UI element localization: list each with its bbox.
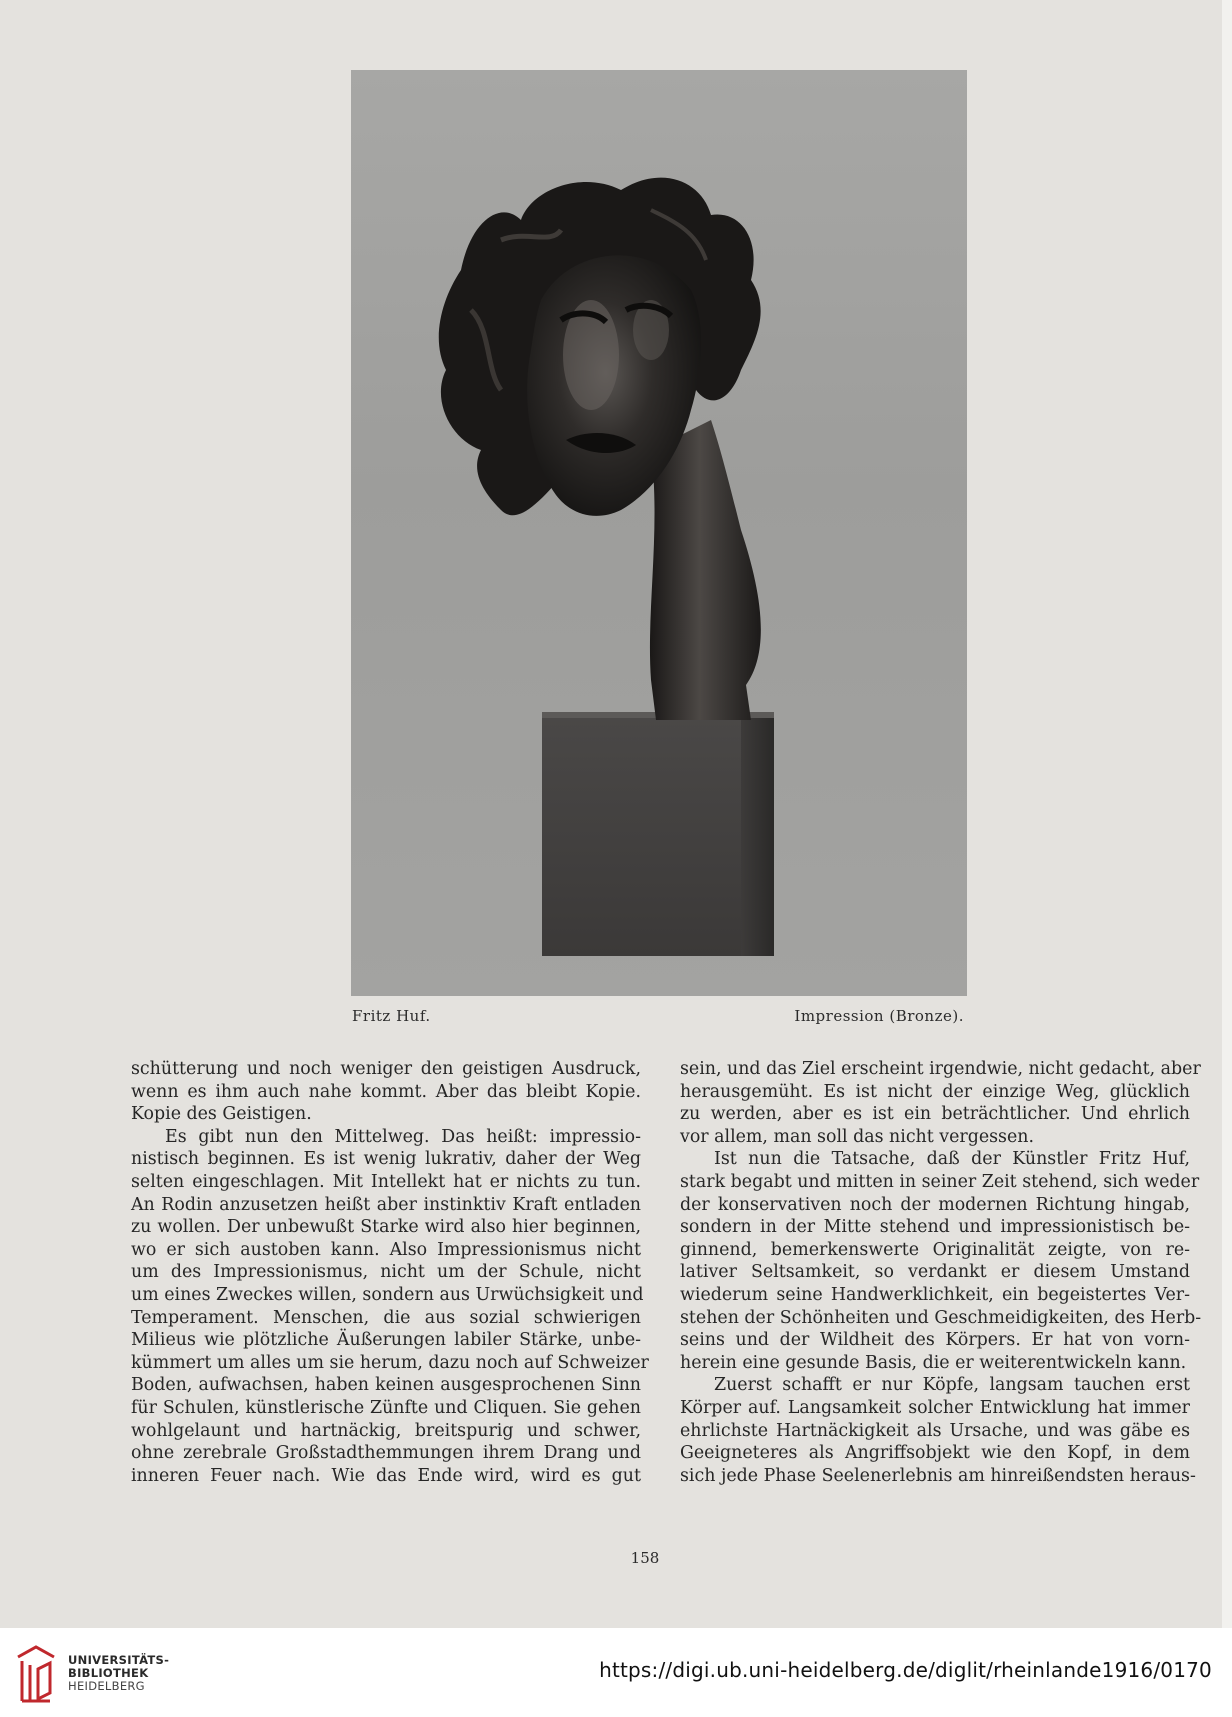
viewer-footer <box>0 1628 1232 1717</box>
text-column-left <box>131 1058 649 1487</box>
permalink-url[interactable]: https://digi.ub.uni-heidelberg.de/diglit/rheinlande1916/0170 <box>599 1658 1212 1682</box>
text-line: nistisch beginnen. Es ist wenig lukrativ, daher der Weg <box>131 1149 641 1170</box>
library-name-line: UNIVERSITÄTS- <box>68 1653 170 1667</box>
bronze-head-illustration <box>351 70 967 996</box>
text-line: wo er sich austoben kann. Also Impressionismus nicht <box>131 1239 641 1260</box>
text-line: kümmert um alles um sie herum, dazu noch auf Schweizer <box>131 1352 649 1373</box>
library-name-line: HEIDELBERG <box>68 1679 145 1693</box>
text-line: Geeigneteres als Angriffsobjekt wie den Kopf, in dem <box>680 1443 1190 1464</box>
text-line: stark begabt und mitten in seiner Zeit stehend, sich weder <box>680 1171 1200 1192</box>
text-line: der konservativen noch der modernen Richtung hingab, <box>680 1194 1190 1215</box>
text-line: wenn es ihm auch nahe kommt. Aber das bleibt Kopie. <box>131 1081 641 1102</box>
university-library-logo-icon[interactable] <box>14 1643 58 1705</box>
page-edge <box>1222 0 1232 1628</box>
text-line: stehen der Schönheiten und Geschmeidigkeiten, des Herb- <box>680 1307 1202 1328</box>
text-line: schütterung und noch weniger den geistigen Ausdruck, <box>131 1059 641 1079</box>
text-line: Kopie des Geistigen. <box>131 1104 312 1125</box>
text-line: für Schulen, künstlerische Zünfte und Cliquen. Sie gehen <box>131 1397 641 1418</box>
text-column-right <box>680 1058 1202 1487</box>
text-line: sondern in der Mitte stehend und impressionistisch be- <box>680 1217 1190 1238</box>
library-name[interactable] <box>68 1654 169 1693</box>
text-line: vor allem, man soll das nicht vergessen. <box>680 1126 1034 1147</box>
page-number: 158 <box>630 1549 660 1567</box>
text-line: Boden, aufwachsen, haben keinen ausgesprochenen Sinn <box>131 1375 641 1396</box>
text-line: selten eingeschlagen. Mit Intellekt hat er nichts zu tun. <box>131 1171 641 1192</box>
text-line: Milieus wie plötzliche Äußerungen labiler Stärke, unbe- <box>131 1330 641 1351</box>
text-line: zu werden, aber es ist ein beträchtlicher. Und ehrlich <box>680 1104 1190 1125</box>
text-line: herein eine gesunde Basis, die er weiterentwickeln kann. <box>680 1352 1187 1373</box>
text-line: sein, und das Ziel erscheint irgendwie, nicht gedacht, aber <box>680 1059 1201 1079</box>
text-line: wiederum seine Handwerklichkeit, ein begeistertes Ver- <box>680 1284 1190 1305</box>
text-line: Temperament. Menschen, die aus sozial schwierigen <box>131 1307 641 1328</box>
text-line: wohlgelaunt und hartnäckig, breitspurig und schwer, <box>131 1420 641 1441</box>
library-name-line: BIBLIOTHEK <box>68 1666 149 1680</box>
caption-title: Impression (Bronze). <box>794 1007 964 1025</box>
text-line: um des Impressionismus, nicht um der Schule, nicht <box>131 1262 641 1283</box>
text-line: Zuerst schafft er nur Köpfe, langsam tauchen erst <box>714 1375 1190 1396</box>
pedestal <box>542 716 774 956</box>
text-line: ginnend, bemerkenswerte Originalität zeigte, von re- <box>680 1239 1190 1260</box>
caption-artist: Fritz Huf. <box>352 1007 431 1025</box>
text-line: ehrlichste Hartnäckigkeit als Ursache, und was gäbe es <box>680 1420 1190 1441</box>
text-line: Es gibt nun den Mittelweg. Das heißt: impressio- <box>165 1126 641 1147</box>
text-line: inneren Feuer nach. Wie das Ende wird, wird es gut <box>131 1465 641 1486</box>
text-line: seins und der Wildheit des Körpers. Er hat von vorn- <box>680 1330 1190 1351</box>
sculpture-photograph <box>351 70 967 996</box>
text-line: herausgemüht. Es ist nicht der einzige Weg, glücklich <box>680 1081 1190 1102</box>
text-line: Ist nun die Tatsache, daß der Künstler Fritz Huf, <box>714 1149 1190 1170</box>
text-line: zu wollen. Der unbewußt Starke wird also hier beginnen, <box>131 1217 641 1238</box>
text-line: sich jede Phase Seelenerlebnis am hinreißendsten heraus- <box>680 1465 1196 1486</box>
text-line: Körper auf. Langsamkeit solcher Entwicklung hat immer <box>680 1397 1190 1418</box>
text-line: ohne zerebrale Großstadthemmungen ihrem Drang und <box>131 1443 641 1464</box>
text-line: An Rodin anzusetzen heißt aber instinktiv Kraft entladen <box>131 1194 641 1215</box>
text-line: um eines Zweckes willen, sondern aus Urwüchsigkeit und <box>131 1284 644 1305</box>
text-line: lativer Seltsamkeit, so verdankt er diesem Umstand <box>680 1262 1190 1283</box>
